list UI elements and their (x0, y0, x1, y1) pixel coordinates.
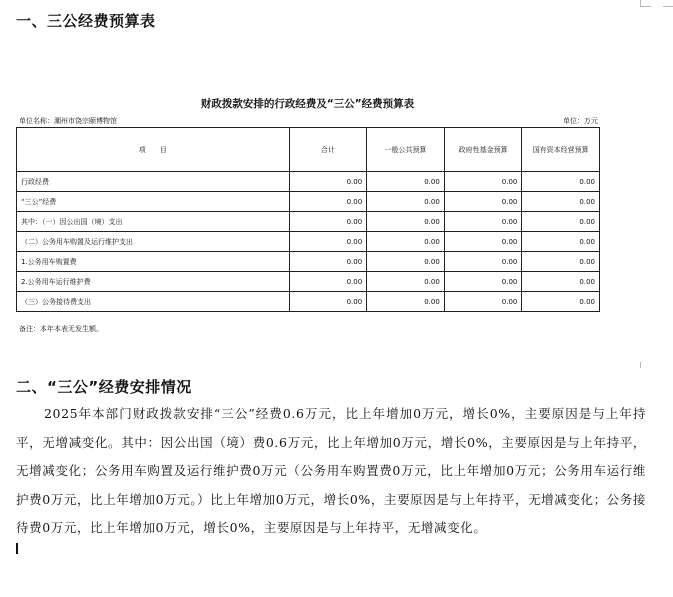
table-title: 财政拨款安排的行政经费及“三公”经费预算表 (200, 98, 415, 110)
header-item: 项 目 (17, 128, 290, 172)
table-row (17, 292, 600, 312)
table-row (17, 252, 600, 272)
page-corner-mark (663, 0, 673, 7)
cell-value: 0.00 (444, 192, 522, 212)
row-label: （二）公务用车购置及运行维护支出 (17, 232, 290, 252)
cell-value: 0.00 (367, 272, 445, 292)
row-label: 2.公务用车运行维护费 (17, 272, 290, 292)
header-general-budget: 一般公共预算 (367, 128, 445, 172)
header-fund-budget: 政府性基金预算 (444, 128, 522, 172)
page-break (0, 356, 673, 362)
cell-value: 0.00 (444, 292, 522, 312)
page-corner-mark (640, 0, 651, 7)
row-label: 1.公务用车购置费 (17, 252, 290, 272)
cell-value: 0.00 (444, 252, 522, 272)
cell-value: 0.00 (522, 172, 600, 192)
cell-value: 0.00 (444, 212, 522, 232)
cell-value: 0.00 (444, 232, 522, 252)
table-row (17, 172, 600, 192)
row-label: （三）公务接待费支出 (17, 292, 290, 312)
cell-value: 0.00 (444, 272, 522, 292)
cell-value: 0.00 (522, 292, 600, 312)
page-corner-mark (0, 361, 10, 368)
cell-value: 0.00 (289, 192, 367, 212)
section-2-heading: 二、“三公”经费安排情况 (16, 378, 192, 396)
budget-table (16, 127, 600, 312)
cell-value: 0.00 (367, 192, 445, 212)
unit-organization: 单位名称：潮州市饶宗颐博物馆 (19, 117, 117, 125)
table-row (17, 272, 600, 292)
cell-value: 0.00 (367, 232, 445, 252)
table-header-row (17, 128, 600, 172)
header-capital-budget: 国有资本经营预算 (522, 128, 600, 172)
row-label: 其中：（一）因公出国（境）支出 (17, 212, 290, 232)
table-row (17, 232, 600, 252)
cell-value: 0.00 (289, 252, 367, 272)
header-total: 合计 (289, 128, 367, 172)
cell-value: 0.00 (367, 292, 445, 312)
cell-value: 0.00 (367, 172, 445, 192)
cell-value: 0.00 (289, 292, 367, 312)
text-cursor (16, 543, 18, 554)
cell-value: 0.00 (289, 212, 367, 232)
table-row (17, 212, 600, 232)
cell-value: 0.00 (367, 212, 445, 232)
cell-value: 0.00 (522, 272, 600, 292)
cell-value: 0.00 (522, 192, 600, 212)
row-label: 行政经费 (17, 172, 290, 192)
section-2-paragraph[interactable]: 2025年本部门财政拨款安排“三公”经费0.6万元，比上年增加0万元，增长0%，主要原因是与上年持平，无增减变化。其中：因公出国（境）费0.6万元，比上年增加0万元，增长0%，主要原因是与上年持平，无增减变化；公务用车购置及运行维护费0万元（公务用车购置费0万元，比上年增加0万元；公务用车运行维护费0万元，比上年增加0万元。）比上年增加0万元，增长0%，主要原因是与上年持平，无增减变化；公务接待费0万元，比上年增加0万元，增长0%，主要原因是与上年持平，无增减变化。 (16, 406, 646, 535)
table-row (17, 192, 600, 212)
cell-value: 0.00 (367, 252, 445, 272)
cell-value: 0.00 (522, 252, 600, 272)
cell-value: 0.00 (522, 232, 600, 252)
row-label: “三公”经费 (17, 192, 290, 212)
table-note: 备注：本年本表无发生额。 (19, 325, 103, 333)
cell-value: 0.00 (289, 272, 367, 292)
page-corner-mark (640, 361, 651, 368)
cell-value: 0.00 (444, 172, 522, 192)
cell-value: 0.00 (289, 172, 367, 192)
unit-measure: 单位：万元 (563, 117, 598, 125)
cell-value: 0.00 (289, 232, 367, 252)
section-1-heading: 一、三公经费预算表 (16, 12, 156, 30)
cell-value: 0.00 (522, 212, 600, 232)
